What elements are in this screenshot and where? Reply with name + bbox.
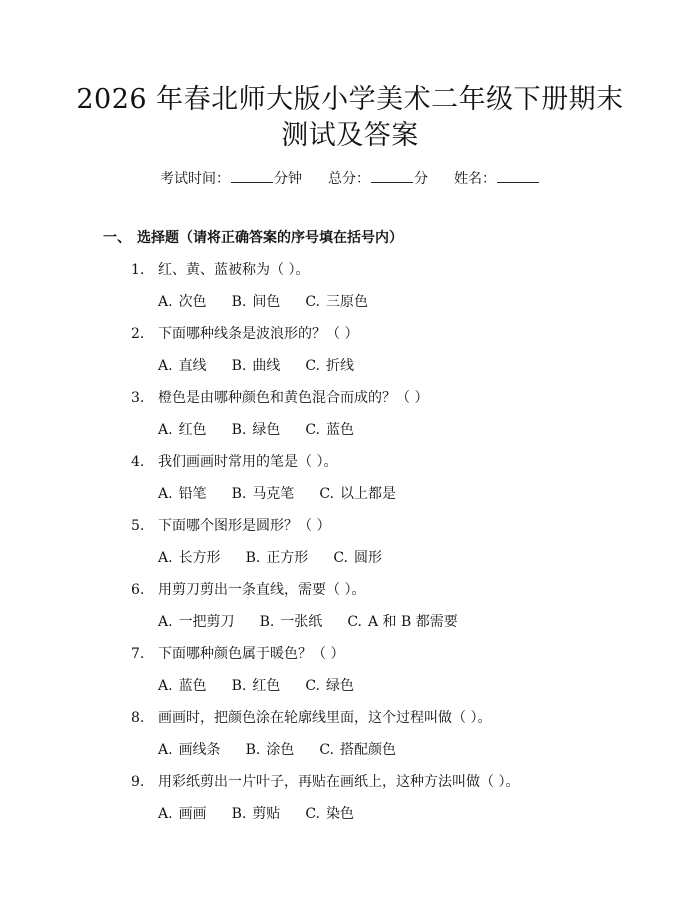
question-number: 1. [131,262,145,278]
question-9 [131,772,519,792]
question-number: 5. [131,518,145,534]
option-c: C. 搭配颜色 [319,742,396,758]
option-b: B. 剪贴 [231,806,281,822]
question-number: 9. [131,774,145,790]
exam-info-row [0,168,700,189]
question-number: 3. [131,390,145,406]
option-a: A. 铅笔 [158,486,207,502]
question-text: 下面哪种线条是波浪形的？（ ） [158,326,359,342]
total-score-field [328,168,428,189]
total-score-suffix: 分 [414,171,428,187]
option-a: A. 画画 [158,806,207,822]
question-8-options [158,740,421,760]
total-score-blank [371,168,413,183]
question-8 [131,708,491,728]
name-field [454,168,540,189]
question-number: 6. [131,582,145,598]
question-text: 下面哪种颜色属于暖色？（ ） [158,646,345,662]
question-4 [131,452,337,472]
question-text: 我们画画时常用的笔是（ ）。 [158,454,338,470]
question-5 [131,516,330,536]
question-text: 下面哪个图形是圆形？（ ） [158,518,331,534]
option-a: A. 一把剪刀 [158,614,235,630]
option-a: A. 长方形 [158,550,221,566]
question-number: 8. [131,710,145,726]
option-b: B. 间色 [231,294,281,310]
option-b: B. 正方形 [245,550,309,566]
question-2 [131,324,358,344]
question-5-options [158,548,407,568]
question-text: 用剪刀剪出一条直线，需要（ ）。 [158,582,366,598]
name-label: 姓名： [454,171,496,187]
question-6-options [158,612,483,632]
question-text: 红、黄、蓝被称为（ ）。 [158,262,310,278]
page-title-line-1: 2026 年春北师大版小学美术二年级下册期末 [76,84,624,115]
option-c: C. 绿色 [305,678,354,694]
section-number: 一、 [103,230,131,246]
option-c: C. A 和 B 都需要 [347,614,458,630]
page-title-line-2: 测试及答案 [281,120,419,151]
option-a: A. 红色 [158,422,207,438]
option-b: B. 一张纸 [259,614,323,630]
question-3 [131,388,428,408]
option-c: C. 以上都是 [319,486,396,502]
option-b: B. 涂色 [245,742,295,758]
question-9-options [158,804,379,824]
question-number: 7. [131,646,145,662]
question-text: 橙色是由哪种颜色和黄色混合而成的？（ ） [158,390,429,406]
option-a: A. 蓝色 [158,678,207,694]
option-c: C. 三原色 [305,294,368,310]
option-b: B. 绿色 [231,422,281,438]
option-c: C. 圆形 [333,550,382,566]
question-1 [131,260,309,280]
section-title: 选择题（请将正确答案的序号填在括号内） [137,230,403,246]
option-a: A. 画线条 [158,742,221,758]
question-text: 用彩纸剪出一片叶子，再贴在画纸上，这种方法叫做（ ）。 [158,774,520,790]
option-b: B. 红色 [231,678,281,694]
question-1-options [158,292,393,312]
option-b: B. 马克笔 [231,486,295,502]
name-blank [497,168,539,183]
question-7 [131,644,344,664]
question-2-options [158,356,379,376]
section-heading [103,228,403,248]
option-b: B. 曲线 [231,358,281,374]
option-c: C. 染色 [305,806,354,822]
option-a: A. 直线 [158,358,207,374]
question-4-options [158,484,421,504]
option-a: A. 次色 [158,294,207,310]
question-number: 4. [131,454,145,470]
question-6 [131,580,365,600]
question-number: 2. [131,326,145,342]
exam-time-suffix: 分钟 [274,171,302,187]
option-c: C. 蓝色 [305,422,354,438]
total-score-label: 总分： [328,171,370,187]
option-c: C. 折线 [305,358,354,374]
exam-time-blank [231,168,273,183]
question-text: 画画时，把颜色涂在轮廓线里面，这个过程叫做（ ）。 [158,710,492,726]
question-3-options [158,420,379,440]
exam-time-label: 考试时间： [160,171,230,187]
exam-time-field [160,168,302,189]
question-7-options [158,676,379,696]
